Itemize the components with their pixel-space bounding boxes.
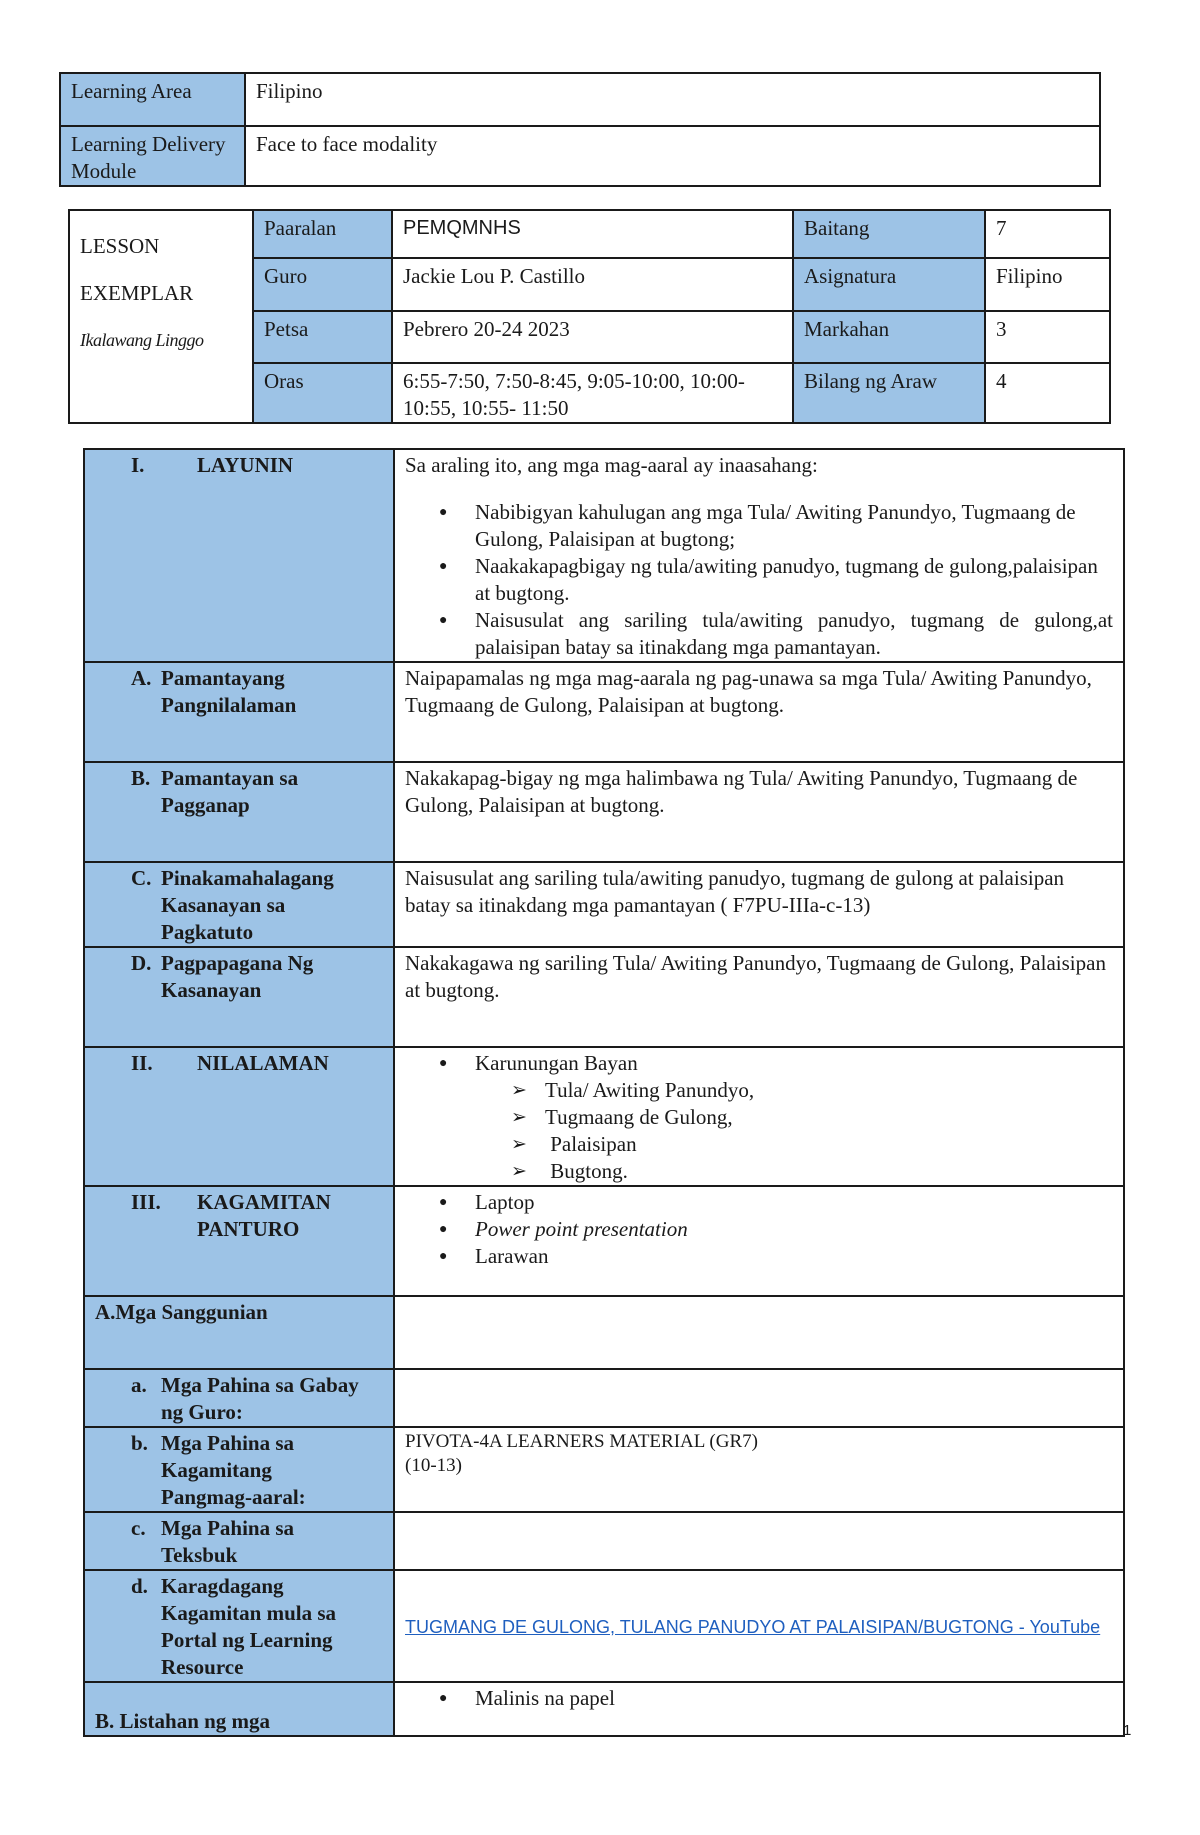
layunin-content — [394, 449, 1124, 662]
layunin-item: ● Nabibigyan kahulugan ang mga Tula/ Awiting Panundyo, Tugmaang de Gulong, Palaisipan at bugtong; — [475, 499, 1113, 553]
lesson-title-line-2: EXEMPLAR — [80, 281, 194, 305]
layunin-label: LAYUNIN — [197, 453, 294, 477]
nilalaman-sub-item: ➢ Palaisipan — [545, 1131, 1113, 1158]
listahan-content — [394, 1682, 1124, 1736]
kagamitan-label — [197, 1189, 331, 1243]
pamantayang-pangnilalaman-value: Naipapamalas ng mga mag-aarala ng pag-unawa sa mga Tula/ Awiting Panundyo, Tugmaang de Gulong, Palaisipan at bugtong. — [394, 662, 1124, 762]
paaralan-value: PEMQMNHS — [392, 210, 793, 258]
learning-area-label: Learning Area — [60, 73, 245, 126]
kagamitan-num: III. — [131, 1190, 161, 1214]
lesson-week: Ikalawang Linggo — [80, 330, 204, 350]
kagamitan-list — [405, 1189, 1113, 1270]
nilalaman-list — [405, 1050, 1113, 1185]
nilalaman-sublist — [475, 1077, 1113, 1185]
nilalaman-label-cell — [84, 1047, 394, 1186]
nilalaman-sub-item: ➢ Bugtong. — [545, 1158, 1113, 1185]
row-letter: d. — [131, 1574, 148, 1598]
oras-value: 6:55-7:50, 7:50-8:45, 9:05-10:00, 10:00-10:55, 10:55- 11:50 — [392, 363, 793, 423]
guro-value: Jackie Lou P. Castillo — [392, 258, 793, 311]
sanggunian-value — [394, 1296, 1124, 1369]
row-letter: D. — [131, 951, 152, 975]
youtube-link[interactable]: TUGMANG DE GULONG, TULANG PANUDYO AT PALAISIPAN/BUGTONG - YouTube — [405, 1617, 1101, 1637]
pamantayang-pangnilalaman-label-cell — [84, 662, 394, 762]
pamantayan-sa-pagganap-value: Nakakapag-bigay ng mga halimbawa ng Tula/ Awiting Panundyo, Tugmaang de Gulong, Palaisipan at bugtong. — [394, 762, 1124, 862]
bilang-label: Bilang ng Araw — [793, 363, 985, 423]
asignatura-value: Filipino — [985, 258, 1110, 311]
gabay-guro-value — [394, 1369, 1124, 1427]
petsa-label: Petsa — [253, 311, 392, 363]
kagamitan-content — [394, 1186, 1124, 1296]
layunin-intro: Sa araling ito, ang mga mag-aaral ay inaasahang: — [405, 453, 818, 477]
pagpapagana-value: Nakakagawa ng sariling Tula/ Awiting Panundyo, Tugmaang de Gulong, Palaisipan at bugtong. — [394, 947, 1124, 1047]
kagamitang-value-line-1: PIVOTA-4A LEARNERS MATERIAL (GR7) — [405, 1431, 758, 1452]
layunin-num: I. — [131, 453, 145, 477]
pinakamahalagang-kasanayan-value: Naisusulat ang sariling tula/awiting panudyo, tugmang de gulong at palaisipan batay sa itinakdang mga pamantayan ( F7PU-IIIa-c-13) — [394, 862, 1124, 947]
pinakamahalagang-kasanayan-label-cell — [84, 862, 394, 947]
karagdagang-kagamitan-value — [394, 1570, 1124, 1682]
row-letter: A. — [131, 666, 152, 690]
listahan-label-cell — [84, 1682, 394, 1736]
guro-label: Guro — [253, 258, 392, 311]
asignatura-label: Asignatura — [793, 258, 985, 311]
row-letter: b. — [131, 1431, 148, 1455]
nilalaman-main-text: Karunungan Bayan — [475, 1051, 638, 1075]
markahan-value: 3 — [985, 311, 1110, 363]
markahan-label: Markahan — [793, 311, 985, 363]
kagamitan-label-2: PANTURO — [197, 1217, 300, 1241]
lesson-exemplar-cell — [69, 210, 253, 423]
row-label: Mga Pahina sa Gabay ng Guro: — [161, 1373, 359, 1424]
kagamitan-item: ● Laptop — [475, 1189, 1113, 1216]
petsa-value: Pebrero 20-24 2023 — [392, 311, 793, 363]
layunin-item: ● Naakakapagbigay ng tula/awiting panudyo, tugmang de gulong,palaisipan at bugtong. — [475, 553, 1113, 607]
row-label: Karagdagang Kagamitan mula sa Portal ng Learning Resource — [161, 1574, 337, 1679]
kagamitang-pangmag-aaral-value — [394, 1427, 1124, 1512]
row-label: Mga Pahina sa Teksbuk — [161, 1516, 295, 1567]
row-label: Mga Pahina sa Kagamitang Pangmag-aaral: — [161, 1431, 306, 1509]
gabay-guro-label-cell — [84, 1369, 394, 1427]
sanggunian-label: A.Mga Sanggunian — [95, 1300, 268, 1324]
nilalaman-sub-item: ➢ Tula/ Awiting Panundyo, — [545, 1077, 1113, 1104]
row-label: Pagpapagana Ng Kasanayan — [161, 951, 314, 1002]
nilalaman-main — [475, 1050, 1113, 1185]
learning-area-table — [59, 72, 1101, 187]
listahan-label: B. Listahan ng mga — [95, 1709, 271, 1733]
baitang-value: 7 — [985, 210, 1110, 258]
layunin-list — [405, 499, 1113, 661]
bilang-value: 4 — [985, 363, 1110, 423]
kagamitan-label-cell — [84, 1186, 394, 1296]
row-letter: C. — [131, 866, 152, 890]
pamantayan-sa-pagganap-label-cell — [84, 762, 394, 862]
row-letter: a. — [131, 1373, 147, 1397]
kagamitang-value-line-2: (10-13) — [405, 1455, 462, 1476]
row-letter: c. — [131, 1516, 146, 1540]
lesson-info-table — [68, 209, 1111, 424]
kagamitang-pangmag-aaral-label-cell — [84, 1427, 394, 1512]
baitang-label: Baitang — [793, 210, 985, 258]
lesson-plan-table — [83, 448, 1125, 1737]
page-number: 1 — [1123, 1722, 1132, 1739]
learning-area-value: Filipino — [245, 73, 1100, 126]
row-label: Pamantayan sa Pagganap — [161, 766, 299, 817]
pagpapagana-label-cell — [84, 947, 394, 1047]
listahan-item: ● Malinis na papel — [475, 1685, 1113, 1712]
layunin-label-cell — [84, 449, 394, 662]
listahan-list — [405, 1685, 1113, 1712]
nilalaman-num: II. — [131, 1051, 153, 1075]
delivery-module-label: Learning Delivery Module — [60, 126, 245, 186]
kagamitan-label-1: KAGAMITAN — [197, 1190, 331, 1214]
teksbuk-label-cell — [84, 1512, 394, 1570]
lesson-title-line-1: LESSON — [80, 234, 160, 258]
karagdagang-kagamitan-label-cell — [84, 1570, 394, 1682]
teksbuk-value — [394, 1512, 1124, 1570]
row-label: Pamantayang Pangnilalaman — [161, 666, 297, 717]
kagamitan-item: ● Power point presentation — [475, 1216, 1113, 1243]
sanggunian-label-cell — [84, 1296, 394, 1369]
layunin-item: ● Naisusulat ang sariling tula/awiting panudyo, tugmang de gulong,at palaisipan batay sa itinakdang mga pamantayan. — [475, 607, 1113, 661]
nilalaman-sub-item: ➢ Tugmaang de Gulong, — [545, 1104, 1113, 1131]
row-letter: B. — [131, 766, 151, 790]
row-label: Pinakamahalagang Kasanayan sa Pagkatuto — [161, 866, 334, 944]
kagamitan-item: ● Larawan — [475, 1243, 1113, 1270]
paaralan-label: Paaralan — [253, 210, 392, 258]
oras-label: Oras — [253, 363, 392, 423]
delivery-module-value: Face to face modality — [245, 126, 1100, 186]
nilalaman-label: NILALAMAN — [197, 1051, 329, 1075]
nilalaman-content — [394, 1047, 1124, 1186]
